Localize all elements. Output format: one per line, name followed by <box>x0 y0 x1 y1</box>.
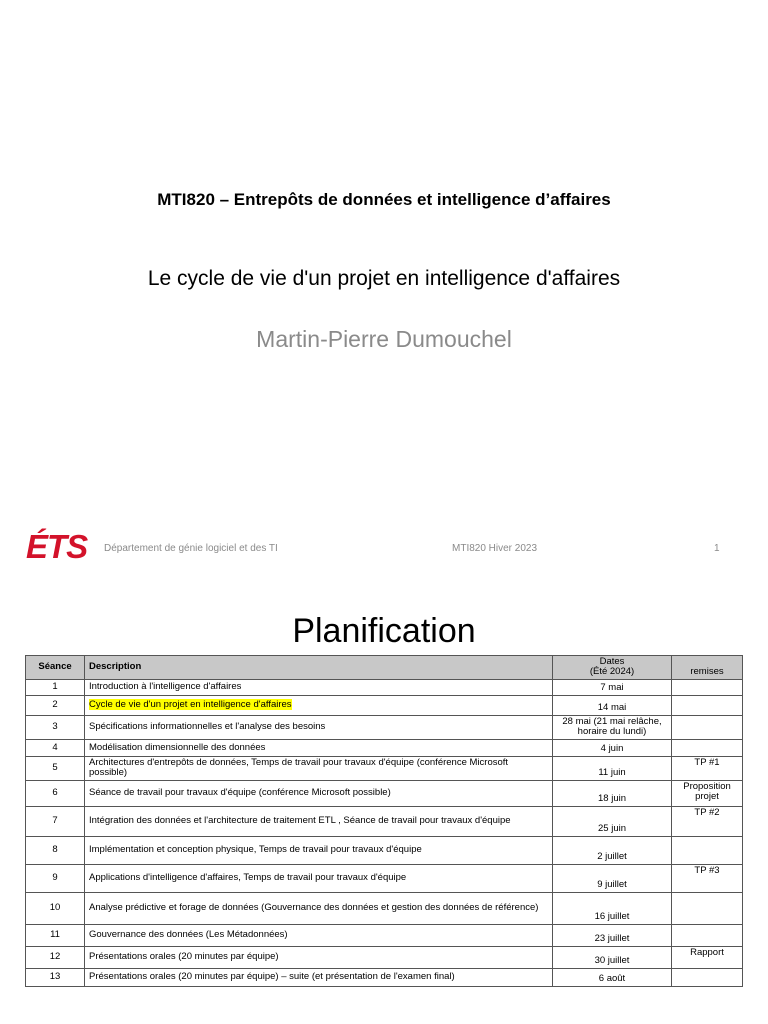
seance-cell <box>26 806 85 836</box>
description-cell <box>85 836 553 864</box>
description-cell <box>85 924 553 946</box>
table-row <box>26 968 743 986</box>
description-cell <box>85 946 553 968</box>
description-cell-text: Intégration des données et l'architecture de traitement ETL , Séance de travail pour travaux d'équipe <box>89 815 511 827</box>
date-cell-text: 4 juin <box>600 743 624 755</box>
description-cell <box>85 756 553 780</box>
description-cell <box>85 715 553 739</box>
seance-cell <box>26 946 85 968</box>
header-remises: remises <box>672 656 743 680</box>
date-cell <box>553 756 672 780</box>
page-number: 1 <box>714 543 720 554</box>
date-cell-text: 23 juillet <box>594 933 630 945</box>
remise-cell <box>672 864 743 892</box>
date-cell <box>553 924 672 946</box>
header-description: Description <box>85 656 553 680</box>
remise-cell <box>672 806 743 836</box>
remise-cell-text: Rapport <box>690 946 724 958</box>
date-cell <box>553 679 672 695</box>
seance-cell-text: 12 <box>49 951 61 963</box>
seance-cell <box>26 864 85 892</box>
date-cell-text: 7 mai <box>600 682 624 694</box>
description-cell <box>85 695 553 715</box>
table-row <box>26 924 743 946</box>
table-header-row <box>26 656 743 680</box>
table-row <box>26 892 743 924</box>
date-cell <box>553 968 672 986</box>
remise-cell <box>672 924 743 946</box>
footer-course-label: MTI820 Hiver 2023 <box>452 543 538 554</box>
header-seance: Séance <box>26 656 85 680</box>
lecture-title: Le cycle de vie d'un projet en intelligence d'affaires <box>147 267 621 290</box>
remise-cell-text: Proposition projet <box>683 780 731 803</box>
table-row <box>26 679 743 695</box>
description-cell-text: Analyse prédictive et forage de données (Gouvernance des données et gestion des données de référence) <box>89 902 539 914</box>
date-cell-text: 14 mai <box>597 702 627 714</box>
seance-cell <box>26 756 85 780</box>
date-cell <box>553 739 672 756</box>
seance-cell <box>26 892 85 924</box>
description-cell-text: Introduction à l'intelligence d'affaires <box>89 681 242 693</box>
date-cell-text: 16 juillet <box>594 911 630 923</box>
date-cell-text: 9 juillet <box>597 879 627 891</box>
seance-cell <box>26 924 85 946</box>
remise-cell <box>672 715 743 739</box>
remise-cell <box>672 695 743 715</box>
description-cell-text: Cycle de vie d'un projet en intelligence d'affaires <box>89 699 292 711</box>
description-cell <box>85 679 553 695</box>
seance-cell <box>26 739 85 756</box>
seance-cell-text: 4 <box>52 741 58 753</box>
description-cell <box>85 864 553 892</box>
description-cell-text: Architectures d'entrepôts de données, Temps de travail pour travaux d'équipe (conférence Microsoft possible) <box>89 756 509 779</box>
schedule-table <box>25 655 743 987</box>
seance-cell-text: 7 <box>52 815 58 827</box>
date-cell-text: 6 août <box>598 973 626 985</box>
description-cell-text: Présentations orales (20 minutes par équipe) <box>89 951 279 963</box>
seance-cell-text: 3 <box>52 721 58 733</box>
remise-cell <box>672 756 743 780</box>
remise-cell <box>672 679 743 695</box>
remise-cell <box>672 836 743 864</box>
remise-cell-text: TP #2 <box>694 806 720 818</box>
description-cell <box>85 806 553 836</box>
date-cell <box>553 836 672 864</box>
description-cell <box>85 780 553 806</box>
header-dates-line1: Dates <box>599 656 625 667</box>
planification-slide <box>0 576 768 1024</box>
description-cell <box>85 892 553 924</box>
table-row <box>26 836 743 864</box>
table-row <box>26 780 743 806</box>
seance-cell <box>26 695 85 715</box>
table-row <box>26 946 743 968</box>
seance-cell-text: 1 <box>52 681 58 693</box>
table-row <box>26 756 743 780</box>
seance-cell <box>26 679 85 695</box>
description-cell-text: Implémentation et conception physique, Temps de travail pour travaux d'équipe <box>89 844 422 856</box>
date-cell-text: 30 juillet <box>594 955 630 967</box>
header-dates-line2: (Été 2024) <box>589 666 635 678</box>
description-cell <box>85 968 553 986</box>
table-row <box>26 864 743 892</box>
remise-cell <box>672 968 743 986</box>
date-cell-text: 11 juin <box>598 767 626 779</box>
remise-cell-text: TP #1 <box>694 756 720 768</box>
description-cell <box>85 739 553 756</box>
date-cell <box>553 715 672 739</box>
seance-cell-text: 2 <box>52 699 58 711</box>
description-cell-text: Modélisation dimensionnelle des données <box>89 741 266 753</box>
planification-title: Planification <box>292 612 476 650</box>
date-cell-text: 25 juin <box>598 823 626 835</box>
description-cell-text: Présentations orales (20 minutes par équipe) – suite (et présentation de l'examen final) <box>89 971 455 983</box>
seance-cell-text: 13 <box>49 971 61 983</box>
table-row <box>26 695 743 715</box>
seance-cell-text: 8 <box>52 844 58 856</box>
seance-cell-text: 6 <box>52 787 58 799</box>
seance-cell <box>26 715 85 739</box>
remise-cell <box>672 739 743 756</box>
date-cell-text: 18 juin <box>598 793 626 805</box>
course-title: MTI820 – Entrepôts de données et intelligence d’affaires <box>157 190 611 209</box>
seance-cell-text: 9 <box>52 872 58 884</box>
date-cell-text: 28 mai (21 mai relâche, horaire du lundi) <box>562 716 662 738</box>
remise-cell <box>672 780 743 806</box>
seance-cell <box>26 780 85 806</box>
remise-cell <box>672 892 743 924</box>
seance-cell-text: 5 <box>52 762 58 774</box>
date-cell-text: 2 juillet <box>597 851 627 863</box>
description-cell-text: Séance de travail pour travaux d'équipe (conférence Microsoft possible) <box>89 787 391 799</box>
ets-logo: ÉTS <box>26 528 88 565</box>
date-cell <box>553 892 672 924</box>
date-cell <box>553 864 672 892</box>
table-row <box>26 806 743 836</box>
description-cell-text: Gouvernance des données (Les Métadonnées) <box>89 929 288 941</box>
header-dates <box>553 656 672 680</box>
seance-cell <box>26 968 85 986</box>
seance-cell-text: 11 <box>50 929 60 941</box>
seance-cell <box>26 836 85 864</box>
seance-cell-text: 10 <box>49 902 61 914</box>
description-cell-text: Spécifications informationnelles et l'analyse des besoins <box>89 721 326 733</box>
date-cell <box>553 806 672 836</box>
author-name: Martin-Pierre Dumouchel <box>256 326 512 352</box>
description-cell-text: Applications d'intelligence d'affaires, Temps de travail pour travaux d'équipe <box>89 872 407 884</box>
table-row <box>26 739 743 756</box>
slide-footer <box>0 528 768 568</box>
remise-cell-text: TP #3 <box>694 864 720 876</box>
date-cell <box>553 695 672 715</box>
department-label: Département de génie logiciel et des TI <box>104 543 278 554</box>
date-cell <box>553 946 672 968</box>
remise-cell <box>672 946 743 968</box>
table-row <box>26 715 743 739</box>
date-cell <box>553 780 672 806</box>
